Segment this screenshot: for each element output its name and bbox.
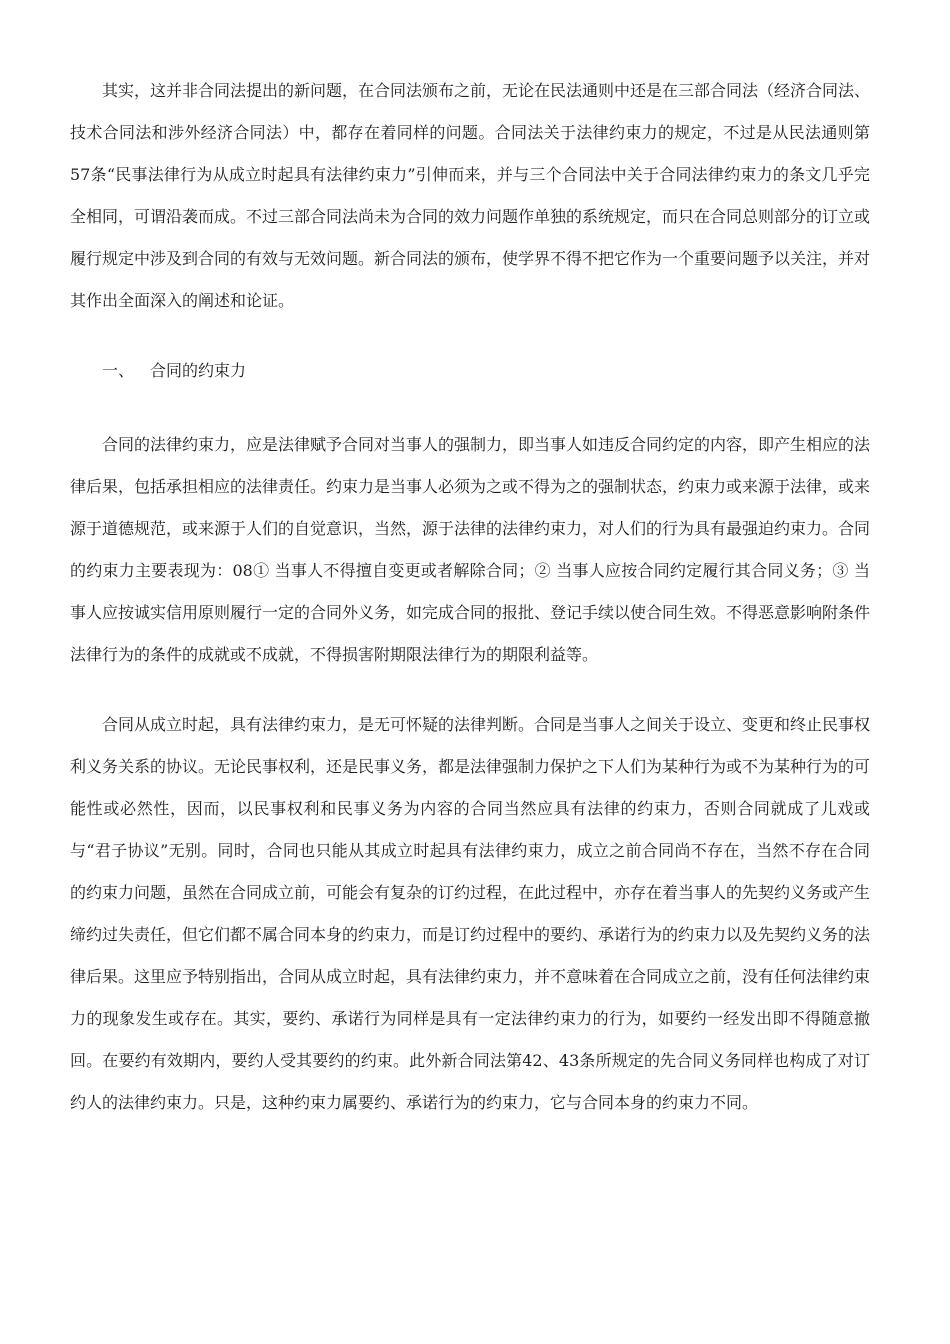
paragraph-formation: 合同从成立时起，具有法律约束力，是无可怀疑的法律判断。合同是当事人之间关于设立、变更和终止民事权利义务关系的协议。无论民事权利，还是民事义务，都是法律强制力保护之下人们为某种行为或不为某种行为的可能性或必然性，因而，以民事权利和民事义务为内容的合同当然应具有法律的约束力，否则合同就成了儿戏或与“君子协议”无别。同时，合同也只能从其成立时起具有法律约束力，成立之前合同尚不存在，当然不存在合同的约束力问题，虽然在合同成立前，可能会有复杂的订约过程，在此过程中，亦存在着当事人的先契约义务或产生缔约过失责任，但它们都不属合同本身的约束力，而是订约过程中的要约、承诺行为的约束力以及先契约义务的法律后果。这里应予特别指出，合同从成立时起，具有法律约束力，并不意味着在合同成立之前，没有任何法律约束力的现象发生或存在。其实，要约、承诺行为同样是具有一定法律约束力的行为，如要约一经发出即不得随意撤回。在要约有效期内，要约人受其要约的约束。此外新合同法第42、43条所规定的先合同义务同样也构成了对订约人的法律约束力。只是，这种约束力属要约、承诺行为的约束力，它与合同本身的约束力不同。: [70, 715, 871, 1112]
document-body: [70, 70, 870, 1152]
section-heading: [70, 350, 870, 392]
section-number: 一、: [102, 361, 135, 380]
section-title: 合同的约束力: [150, 361, 247, 380]
paragraph-binding-force: 合同的法律约束力，应是法律赋予合同对当事人的强制力，即当事人如违反合同约定的内容，即产生相应的法律后果，包括承担相应的法律责任。约束力是当事人必须为之或不得为之的强制状态，约束力或来源于法律，或来源于道德规范，或来源于人们的自觉意识，当然，源于法律的法律约束力，对人们的行为具有最强迫约束力。合同的约束力主要表现为：08① 当事人不得擅自变更或者解除合同；② 当事人应按合同约定履行其合同义务；③ 当事人应按诚实信用原则履行一定的合同外义务，如完成合同的报批、登记手续以使合同生效。不得恶意影响附条件法律行为的条件的成就或不成就，不得损害附期限法律行为的期限利益等。: [70, 435, 871, 664]
paragraph-intro: 其实，这并非合同法提出的新问题，在合同法颁布之前，无论在民法通则中还是在三部合同法（经济合同法、技术合同法和涉外经济合同法）中，都存在着同样的问题。合同法关于法律约束力的规定，不过是从民法通则第57条“民事法律行为从成立时起具有法律约束力”引伸而来，并与三个合同法中关于合同法律约束力的条文几乎完全相同，可谓沿袭而成。不过三部合同法尚未为合同的效力问题作单独的系统规定，而只在合同总则部分的订立或履行规定中涉及到合同的有效与无效问题。新合同法的颁布，使学界不得不把它作为一个重要问题予以关注，并对其作出全面深入的阐述和论证。: [70, 81, 871, 310]
